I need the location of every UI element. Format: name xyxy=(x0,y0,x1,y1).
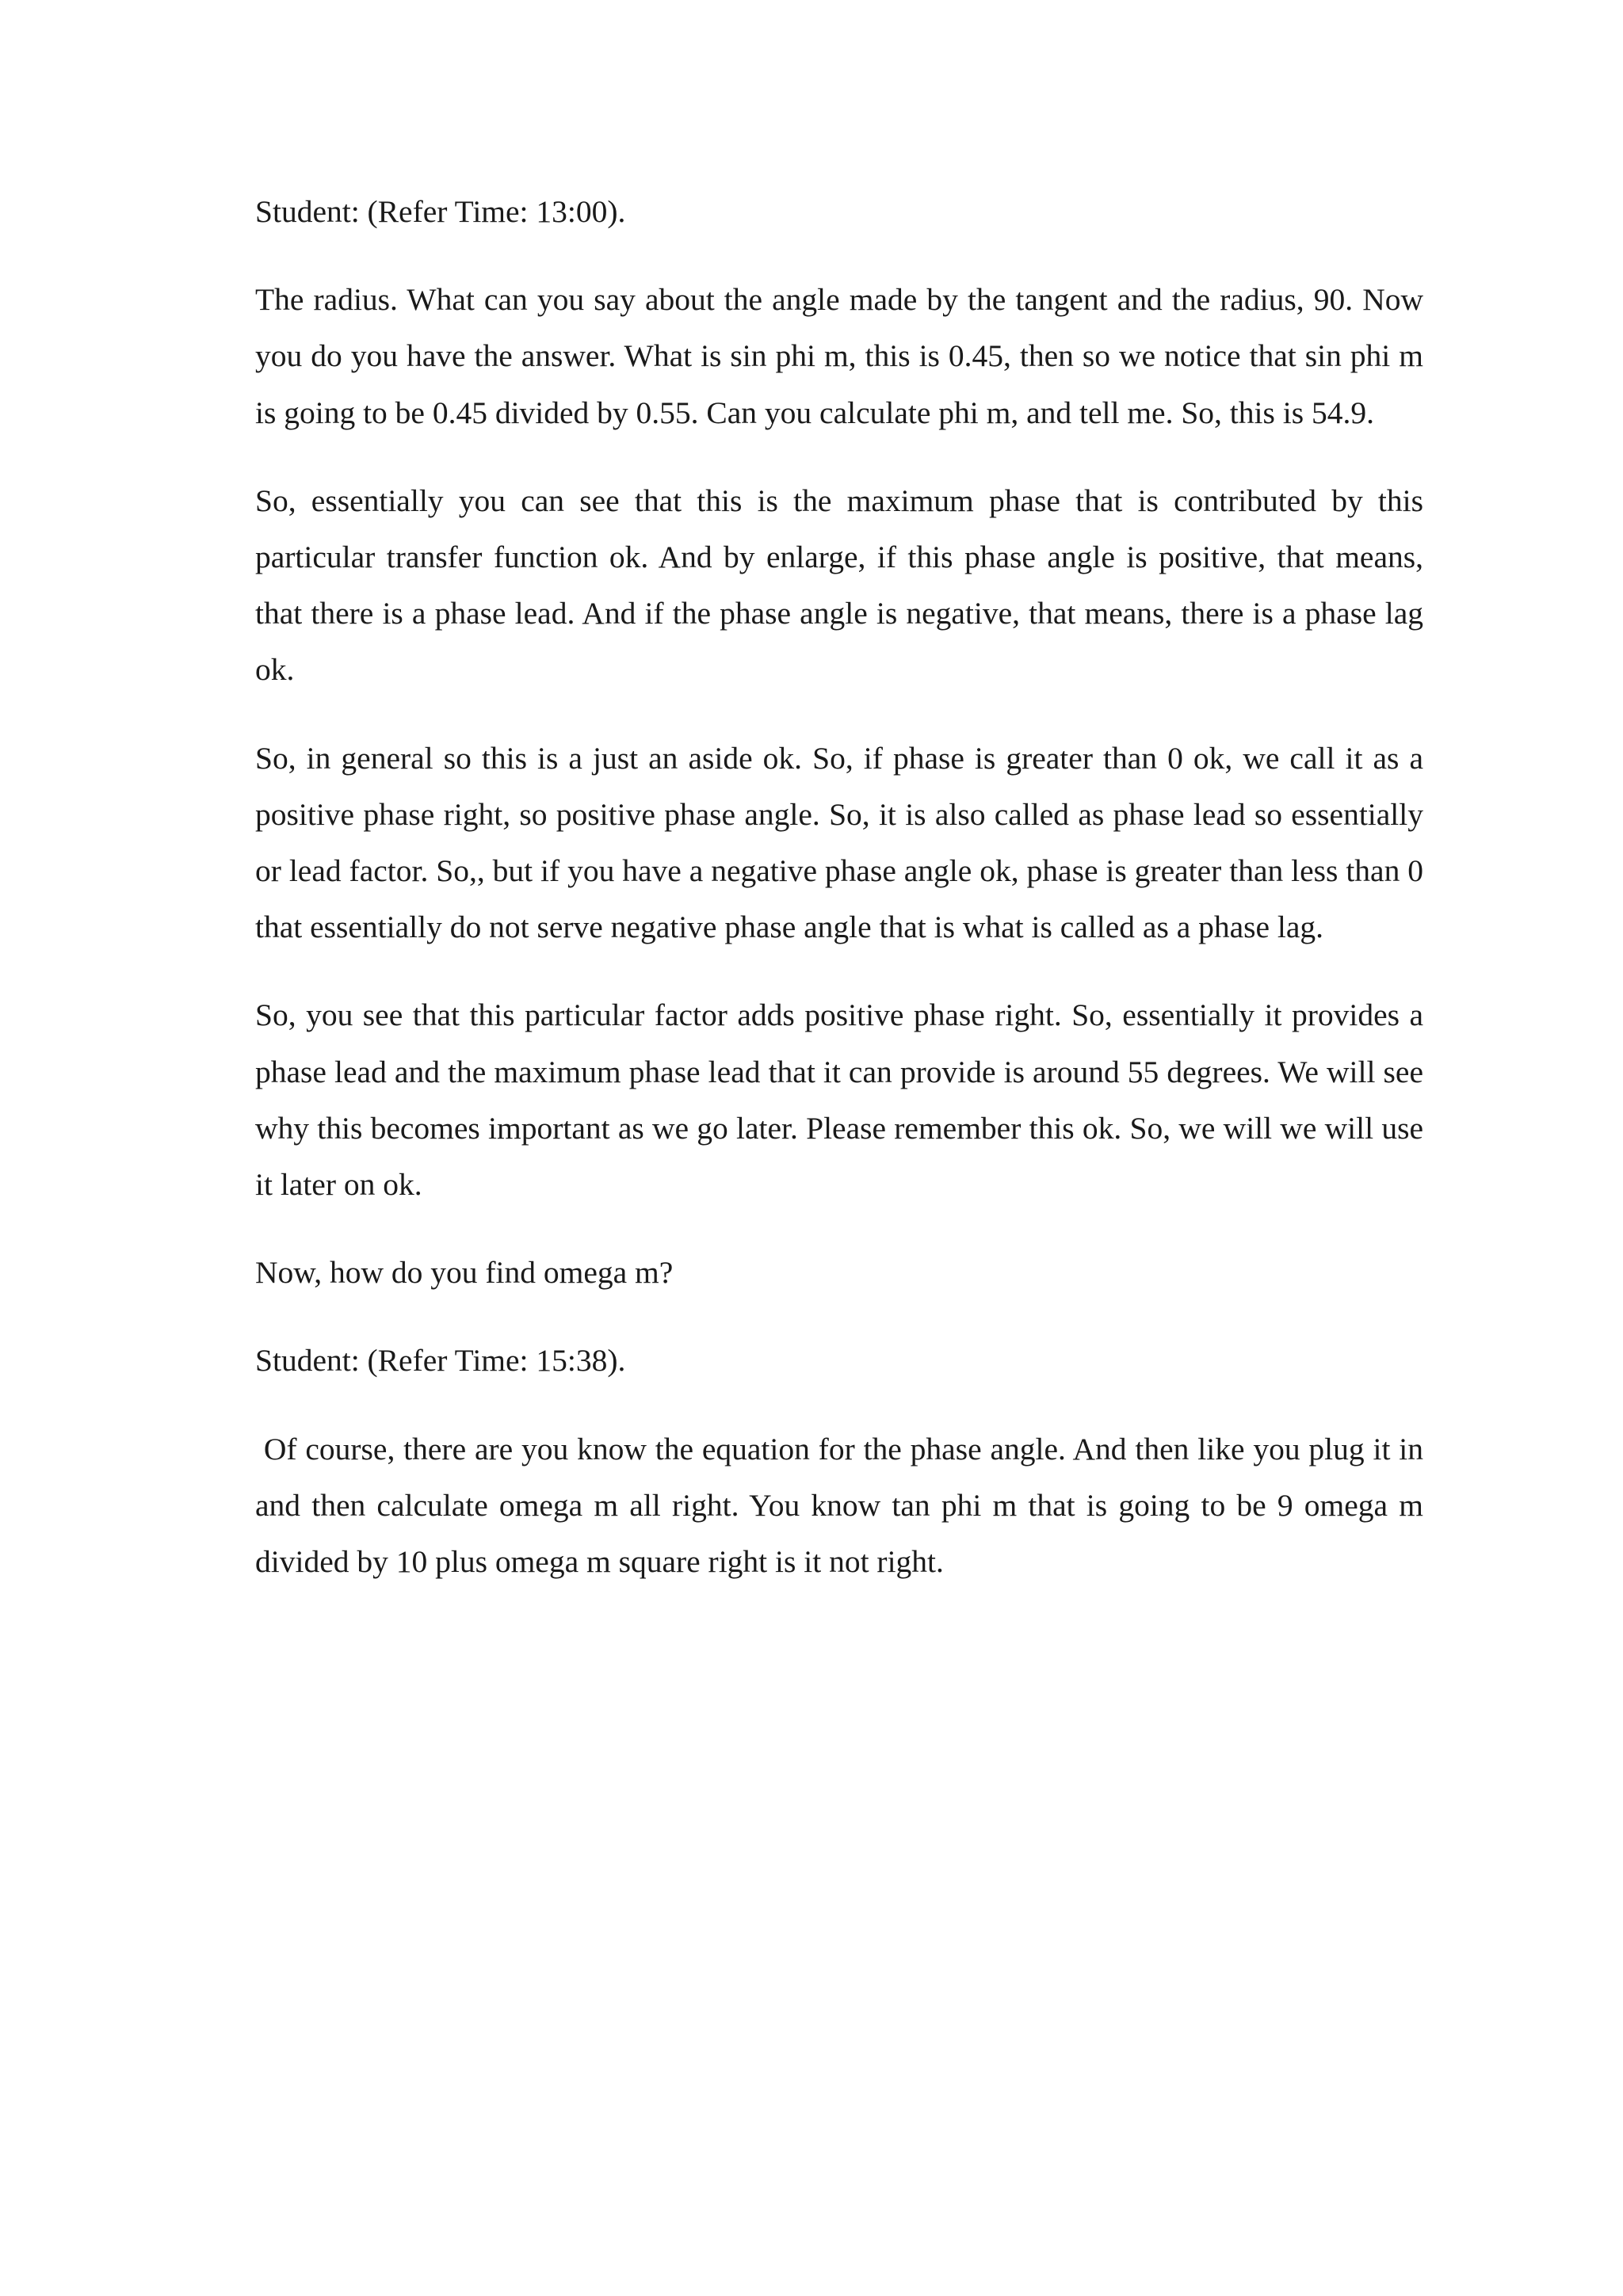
paragraph-student-question-2: Student: (Refer Time: 15:38). xyxy=(255,1343,626,1379)
paragraph-omega-question: Now, how do you find omega m? xyxy=(255,1255,674,1291)
paragraph-phase-lead-lag-aside: So, in general so this is a just an aside ok. So, if phase is greater than 0 ok, we call it as a positive phase right, so positive phase angle. So, it is also called as phase lead so essentially or lead factor. So,, but if you have a negative phase angle ok, phase is greater than less than 0 that essentially do not serve negative phase angle that is what is called as a phase lag. xyxy=(255,740,1423,945)
transcript-body xyxy=(255,184,1431,1622)
paragraph-tan-phi-equation: Of course, there are you know the equation for the phase angle. And then like you plug it in and then calculate omega m all right. You know tan phi m that is going to be 9 omega m divided by 10 plus omega m square right is it not right. xyxy=(255,1431,1431,1580)
paragraph-maximum-phase: So, essentially you can see that this is the maximum phase that is contributed by this particular transfer function ok. And by enlarge, if this phase angle is positive, that means, that there is a phase lead. And if the phase angle is negative, that means, there is a phase lag ok. xyxy=(255,482,1423,688)
paragraph-student-question-1: Student: (Refer Time: 13:00). xyxy=(255,194,626,229)
paragraph-positive-phase-factor: So, you see that this particular factor adds positive phase right. So, essentially it provides a phase lead and the maximum phase lead that it can provide is around 55 degrees. We will see why this becomes important as we go later. Please remember this ok. So, we will we will use it later on ok. xyxy=(255,997,1423,1203)
paragraph-radius-answer: The radius. What can you say about the angle made by the tangent and the radius, 90. Now you do you have the answer. What is sin phi m, this is 0.45, then so we notice that sin phi m is going to be 0.45 divided by 0.55. Can you calculate phi m, and tell me. So, this is 54.9. xyxy=(255,282,1423,430)
